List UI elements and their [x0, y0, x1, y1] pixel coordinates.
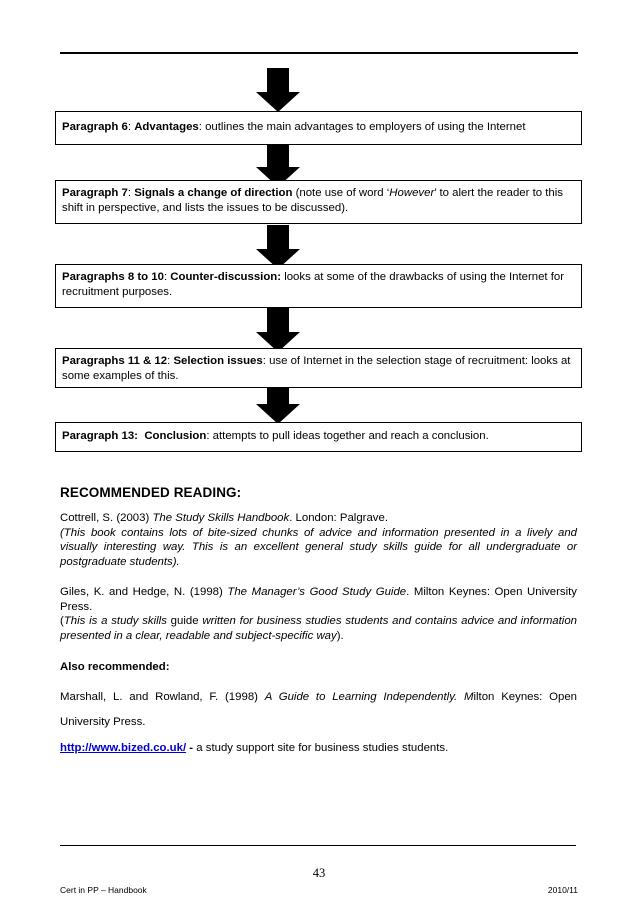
- box-emphasis: Advantages: [134, 121, 199, 133]
- flow-box-paragraph-7: Paragraph 7: Signals a change of direction (note use of word ‘However’ to alert the reader to this shift in perspective, and lists the issues to be discussed).: [55, 180, 582, 224]
- down-arrow-icon: [256, 225, 300, 269]
- flow-box-paragraph-13: [55, 422, 582, 452]
- book-title: A Guide to Learning Independently.: [264, 691, 458, 703]
- reference-marshall-rowland: Marshall, L. and Rowland, F. (1998) A Guide to Learning Independently. Milton Keynes: Open: [60, 691, 578, 703]
- box-title: Paragraph 6: [62, 121, 128, 133]
- book-title: The Study Skills Handbook: [152, 512, 290, 524]
- box-title: Paragraph 7: [62, 187, 128, 199]
- box-title: Paragraph 13:: [62, 430, 138, 442]
- footer-rule: [60, 845, 576, 846]
- page-number: 43: [312, 866, 326, 880]
- box-title: Paragraphs 11 & 12: [62, 355, 168, 367]
- recommended-reading-heading: RECOMMENDED READING:: [60, 485, 242, 500]
- reference-note: (This book contains lots of bite-sized chunks of advice and information presented in a lively and visually interesting way. This is an excellent general study skills guide for all undergraduate or postgraduate students).: [60, 526, 577, 568]
- footer-left: Cert in PP – Handbook: [60, 885, 147, 895]
- down-arrow-icon: [256, 68, 300, 112]
- also-recommended-heading: Also recommended:: [60, 661, 170, 673]
- footer-right: 2010/11: [547, 885, 578, 895]
- bized-link[interactable]: http://www.bized.co.uk/: [60, 742, 187, 754]
- box-text: looks at some of the drawbacks of using the Internet for recruitment purposes.: [62, 271, 565, 298]
- flow-box-paragraphs-8-10: Paragraphs 8 to 10: Counter-discussion: looks at some of the drawbacks of using the Internet for recruitment purposes.: [55, 264, 582, 308]
- book-title: The Manager’s Good Study Guide: [227, 586, 407, 598]
- reference-note: (This is a study skills guide written for business studies students and contains advice and information presented in a clear, readable and subject-specific way).: [60, 615, 578, 642]
- bized-reference: http://www.bized.co.uk/ - a study support site for business studies students.: [60, 742, 449, 754]
- box-emphasis: Selection issues: [173, 355, 263, 367]
- box-emphasis: Counter-discussion:: [170, 271, 282, 283]
- flow-box-paragraph-6: Paragraph 6: Advantages: outlines the main advantages to employers of using the Internet: [55, 111, 582, 145]
- link-description: a study support site for business studies students.: [196, 742, 449, 754]
- top-rule: [60, 52, 578, 54]
- box-title: Paragraphs 8 to 10: [62, 271, 164, 283]
- reference-marshall-rowland-line2: University Press.: [60, 716, 146, 728]
- box-emphasis: Signals a change of direction: [134, 187, 293, 199]
- box-text: : use of Internet in the selection stage of recruitment: looks at some examples of this.: [62, 355, 571, 382]
- reference-cottrell: Cottrell, S. (2003) The Study Skills Handbook. London: Palgrave. (This book contains lots of bite-sized chunks of advice and information presented in a lively and visually interesting way. This is an excellent general study skills guide for all undergraduate or postgraduate students).: [60, 512, 577, 568]
- reference-giles-hedge: Giles, K. and Hedge, N. (1998) The Manager’s Good Study Guide. Milton Keynes: Open University Press. (This is a study skills guide written for business studies students and contains advice and information presented in a clear, readable and subject-specific way).: [60, 586, 578, 642]
- box-text: : attempts to pull ideas together and reach a conclusion.: [206, 430, 489, 442]
- box-text: : outlines the main advantages to employers of using the Internet: [198, 121, 526, 133]
- box-emphasis: Conclusion: [144, 430, 207, 442]
- down-arrow-icon: [256, 308, 300, 352]
- flow-box-paragraphs-11-12: Paragraphs 11 & 12: Selection issues: use of Internet in the selection stage of recruitment: looks at some examples of this.: [55, 348, 582, 388]
